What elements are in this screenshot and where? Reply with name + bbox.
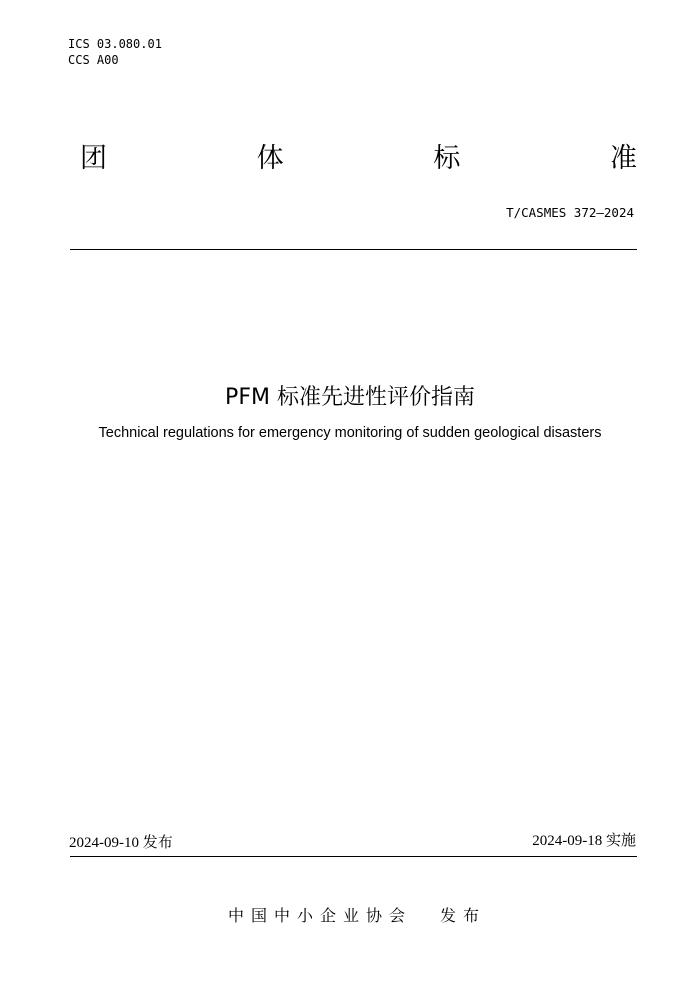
standard-number: T/CASMES 372—2024	[506, 205, 634, 220]
standard-category-heading	[80, 136, 637, 175]
classification-codes	[68, 36, 162, 68]
category-char-1: 团	[80, 143, 107, 174]
issue-label: 发布	[440, 906, 487, 925]
ccs-code: CCS A00	[68, 53, 119, 67]
top-divider	[70, 249, 637, 250]
document-title-english: Technical regulations for emergency monitoring of sudden geological disasters	[98, 425, 602, 441]
bottom-divider	[70, 856, 637, 857]
category-char-4: 准	[609, 143, 637, 174]
category-char-3: 标	[433, 143, 461, 174]
category-char-2: 体	[256, 143, 284, 174]
issuing-organization: 中国中小企业协会	[228, 906, 413, 925]
ics-code: ICS 03.080.01	[68, 37, 162, 51]
publication-date: 2024-09-10 发布	[69, 835, 173, 851]
implementation-date: 2024-09-18 实施	[532, 833, 636, 849]
document-title-chinese: PFM 标准先进性评价指南	[225, 385, 475, 410]
